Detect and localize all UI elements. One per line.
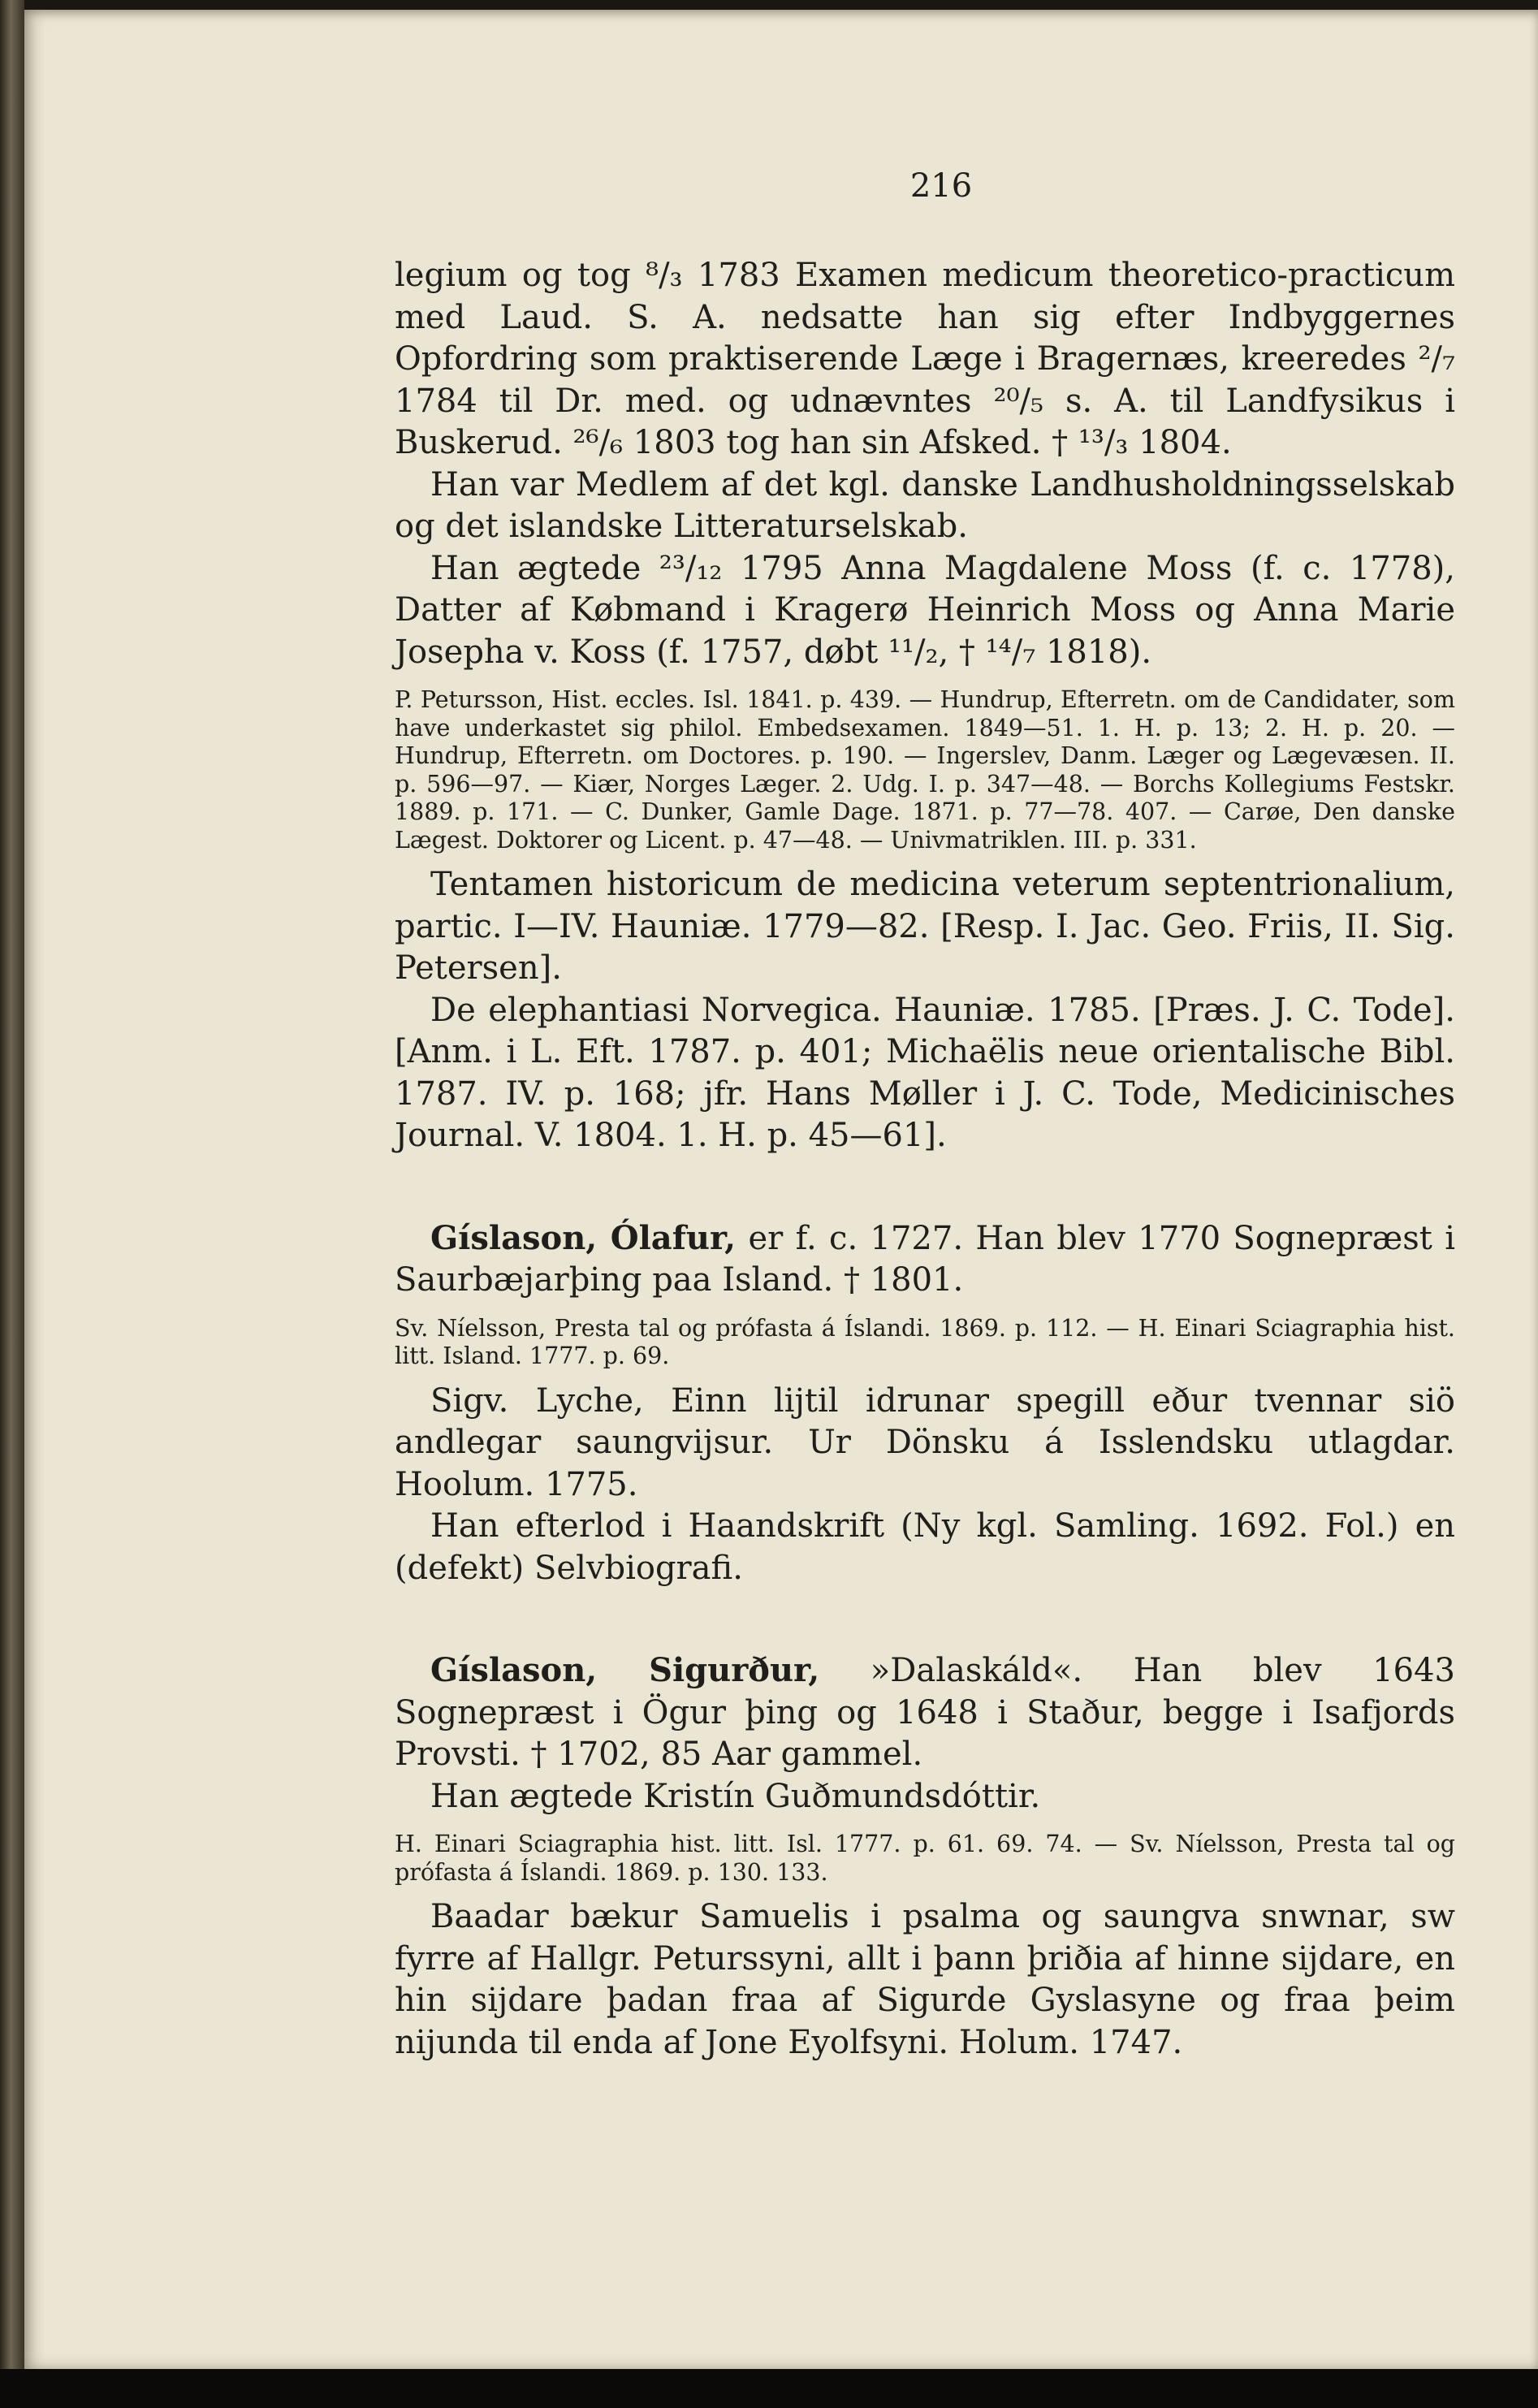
entry-heading-paragraph — [395, 1649, 1455, 1776]
text-line: af Købmand i Kragerø Heinrich Moss og Anna Marie Josepha — [395, 591, 1456, 671]
entry-continuation — [395, 255, 1455, 1157]
text-line: med. og udnævntes ²⁰/₅ s. A. til Landfysikus i Buskerud. ²⁶/₆ 1803 — [395, 382, 1456, 461]
entry-gislason-olafur — [395, 1217, 1455, 1590]
entry-intro: »Dalaskáld«. Han blev 1643 Sognepræst i Ögur þing og 1648 i Staður, begge i Isafjords Provsti. † 1702, 85 Aar gammel. — [395, 1652, 1455, 1773]
work-item: De elephantiasi Norvegica. Hauniæ. 1785. [Præs. J. C. Tode]. [Anm. i L. Eft. 1787. p. 401; Michaëlis neue orientalische Bibl. 1787. IV. p. 168; jfr. Hans Møller i J. C. Tode, Medicinisches Journal. V. 1804. 1. H. p. 45—61]. — [395, 991, 1455, 1154]
marriage-paragraph — [395, 548, 1455, 674]
work-item: Baadar bækur Samuelis i psalma og saungva snwnar, sw fyrre af Hallgr. Peturssyni, allt i þann þriðia af hinne sijdare, en hin sijdare þadan fraa af Sigurde Gyslasyne og fraa þeim nijunda til enda af Jone Eyolfsyni. Holum. 1747. — [395, 1898, 1455, 2061]
text-line: legium og tog ⁸/₃ 1783 Examen medicum theoretico-practicum — [395, 257, 1455, 294]
page-number: 216 — [909, 167, 973, 205]
entry-intro: er f. c. 1727. Han blev 1770 Sognepræst i Saurbæjarþing paa Island. † 1801. — [395, 1219, 1455, 1299]
text-line: Han var Medlem af det kgl. danske Landhusholdningsselskab — [430, 465, 1455, 504]
bio-paragraph — [395, 255, 1455, 465]
membership-paragraph — [395, 465, 1455, 548]
text-line: med Laud. S. A. nedsatte han sig efter Indbyggernes Opfordring — [395, 298, 1455, 378]
marriage-paragraph: Han ægtede Kristín Guðmundsdóttir. — [430, 1777, 1041, 1815]
book-spine — [0, 0, 24, 2408]
references: Sv. Níelsson, Presta tal og prófasta á Íslandi. 1869. p. 112. — H. Einari Sciagraphia hist. litt. Island. 1777. p. 69. — [395, 1314, 1455, 1369]
references: P. Petursson, Hist. eccles. Isl. 1841. p. 439. — Hundrup, Efterretn. om de Candidater, som have underkastet sig philol. Embedsexamen. 1849—51. 1. H. p. 13; 2. H. p. 20. — Hundrup, Efterretn. om Doctores. p. 190. — Ingerslev, Danm. Læger og Lægevæsen. II. p. 596—97. — Kiær, Norges Læger. 2. Udg. I. p. 347—48. — Borchs Kollegiums Festskr. 1889. p. 171. — C. Dunker, Gamle Dage. 1871. p. 77—78. 407. — Carøe, Den danske Lægest. Doktorer og Licent. p. 47—48. — Univmatriklen. III. p. 331. — [395, 686, 1455, 854]
text-line: og det islandske Litteraturselskab. — [395, 508, 968, 545]
entry-gislason-sigurdur — [395, 1649, 1455, 2064]
work-item: Tentamen historicum de medicina veterum septentrionalium, partic. I—IV. Hauniæ. 1779—82. [Resp. I. Jac. Geo. Friis, II. Sig. Petersen]. — [395, 866, 1455, 987]
entry-heading-paragraph — [395, 1217, 1455, 1302]
entry-name: Gíslason, Ólafur, — [430, 1218, 737, 1257]
text-line: Han ægtede ²³/₁₂ 1795 Anna Magdalene Moss (f. c. 1778), Datter — [395, 549, 1455, 629]
references: H. Einari Sciagraphia hist. litt. Isl. 1777. p. 61. 69. 74. — Sv. Níelsson, Presta tal og prófasta á Íslandi. 1869. p. 130. 133. — [395, 1831, 1455, 1886]
entry-name: Gíslason, Sigurður, — [430, 1651, 820, 1689]
text-line: v. Koss (f. 1757, døbt ¹¹/₂, † ¹⁴/₇ 1818). — [534, 633, 1152, 671]
text-line: tog han sin Afsked. † ¹³/₃ 1804. — [726, 424, 1232, 461]
text-line: som praktiserende Læge i Bragernæs, kreeredes ²/₇ 1784 til Dr. — [395, 340, 1455, 420]
work-item: Sigv. Lyche, Einn lijtil idrunar spegill eður tvennar siö andlegar saungvijsur. Ur Dönsku á Isslendsku utlagdar. Hoolum. 1775. — [395, 1381, 1455, 1503]
work-item: Han efterlod i Haandskrift (Ny kgl. Samling. 1692. Fol.) en (defekt) Selvbiografi. — [395, 1507, 1455, 1587]
page-content — [395, 167, 1455, 2064]
entry-gap — [395, 1157, 1455, 1217]
entry-gap — [395, 1589, 1455, 1649]
scan-bottom-edge — [0, 2369, 1538, 2408]
